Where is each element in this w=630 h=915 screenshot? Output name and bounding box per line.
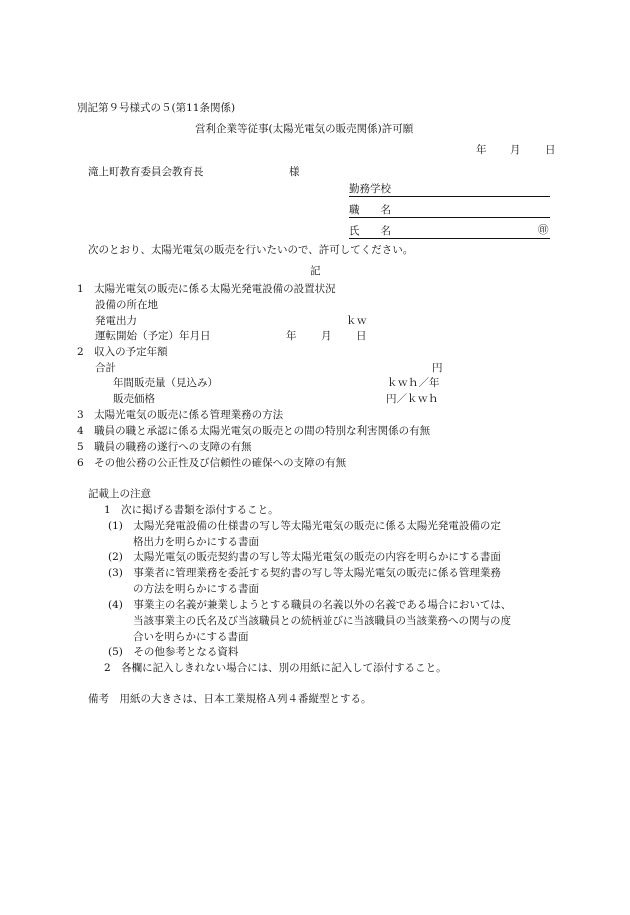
notes-heading: 記載上の注意 [88,488,151,500]
note-1-sub-3: (3) 事業者に管理業務を委託する契約書の写し等太陽光電気の販売に係る管理業務 [108,567,501,579]
note-1-sub-1-cont: 格出力を明らかにする書面 [133,536,259,548]
addressee-honorific: 様 [289,166,300,178]
item-1-output-unit: ｋｗ [346,315,367,327]
name-label: 氏 名 [349,225,391,237]
item-2-price-unit: 円／ｋｗｈ [386,393,439,405]
item-1-start-month: 月 [321,330,332,342]
addressee-name: 滝上町教育委員会教育長 [88,166,204,178]
request-text: 次のとおり、太陽光電気の販売を行いたいので、許可してください。 [88,244,414,256]
form-number: 別記第９号様式の５(第11条関係) [77,102,236,114]
item-5: 5 職員の職務の遂行への支障の有無 [77,441,252,453]
ki-heading: 記 [310,265,321,277]
item-2-price: 販売価格 [113,393,155,405]
remarks: 備考 用紙の大きさは、日本工業規格Ａ列４番縦型とする。 [88,693,372,705]
note-1: 1 次に掲げる書類を添付すること。 [104,504,279,516]
item-4: 4 職員の職と承認に係る太陽光電気の販売との間の特別な利害関係の有無 [77,425,431,437]
page-title: 営利企業等従事(太陽光電気の販売関係)許可願 [195,123,414,135]
item-1-location: 設備の所在地 [95,299,158,311]
item-1-start-day: 日 [356,330,367,342]
note-1-sub-4-cont-2: 合いを明らかにする書面 [133,631,249,643]
item-1-start: 運転開始（予定）年月日 [95,330,211,342]
school-label: 勤務学校 [349,183,391,195]
note-1-sub-5: (5) その他参考となる資料 [108,646,239,658]
note-1-sub-3-cont: の方法を明らかにする書面 [133,583,259,595]
position-underline [349,217,550,218]
item-6: 6 その他公務の公正性及び信頼性の確保への支障の有無 [77,457,347,469]
item-1-start-year: 年 [286,330,297,342]
note-2: 2 各欄に記入しきれない場合には、別の用紙に記入して添付すること。 [104,662,447,674]
item-1: 1 太陽光電気の販売に係る太陽光発電設備の設置状況 [77,283,336,295]
position-label: 職 名 [349,204,391,216]
item-2-annual: 年間販売量（見込み） [113,377,218,389]
note-1-sub-1: (1) 太陽光発電設備の仕様書の写し等太陽光電気の販売に係る太陽光発電設備の定 [108,520,501,532]
item-1-output: 発電出力 [95,315,137,327]
item-2: 2 収入の予定年額 [77,346,168,358]
note-1-sub-4: (4) 事業主の名義が兼業しようとする職員の名義以外の名義である場合においては、 [108,599,512,611]
note-1-sub-4-cont-1: 当該事業主の氏名及び当該職員との続柄並びに当該職員の当該業務への関与の度 [133,615,511,627]
date-year-label: 年 [476,144,487,156]
item-3: 3 太陽光電気の販売に係る管理業務の方法 [77,409,284,421]
school-underline [349,196,550,197]
item-2-total: 合計 [95,362,116,374]
date-day-label: 日 [545,144,556,156]
seal-mark: ㊞ [538,224,549,236]
item-2-annual-unit: ｋｗｈ／年 [387,377,440,389]
date-month-label: 月 [510,144,521,156]
item-2-total-unit: 円 [432,362,443,374]
name-underline [349,238,550,239]
note-1-sub-2: (2) 太陽光電気の販売契約書の写し等太陽光電気の販売の内容を明らかにする書面 [108,551,501,563]
